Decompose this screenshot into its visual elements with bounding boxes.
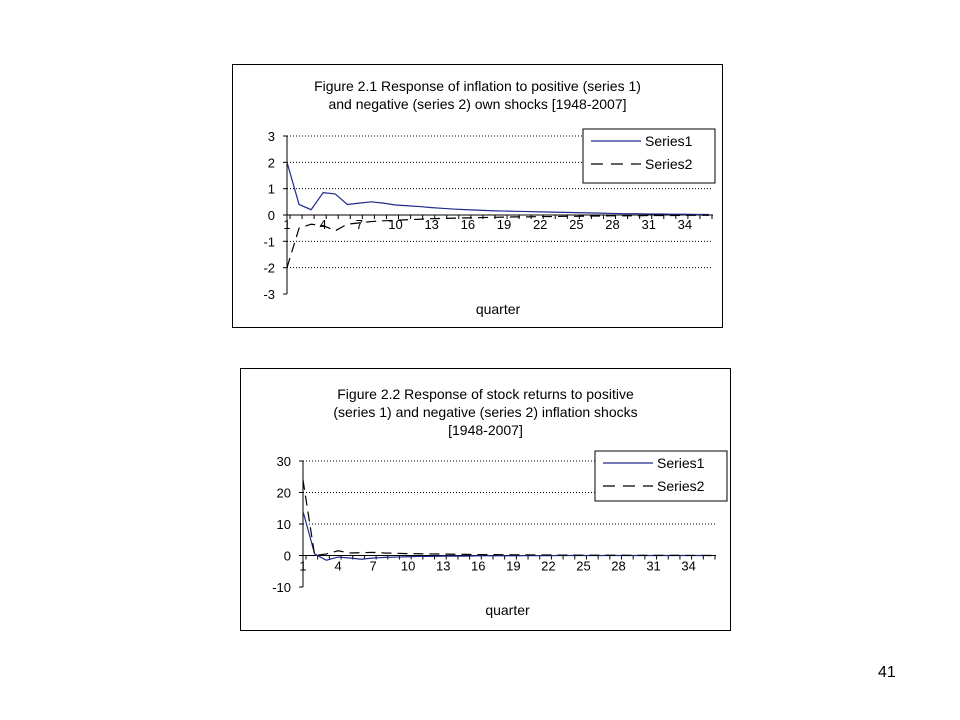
chart-title-line-1: Figure 2.2 Response of stock returns to positive xyxy=(337,386,634,402)
chart-title-line-1: Figure 2.1 Response of inflation to positive (series 1) xyxy=(314,78,641,94)
chart-plot-area xyxy=(241,369,730,630)
chart-title-line-2: (series 1) and negative (series 2) inflation shocks xyxy=(333,404,638,420)
x-tick-label: 7 xyxy=(369,558,377,574)
x-tick-label: 22 xyxy=(541,558,556,574)
chart-figure-2-2 xyxy=(240,368,731,631)
y-tick-label: 1 xyxy=(267,181,275,197)
y-tick-label: 3 xyxy=(267,129,275,144)
x-tick-label: 7 xyxy=(355,217,363,232)
series-line-series1 xyxy=(303,511,712,560)
x-tick-label: 16 xyxy=(471,558,486,574)
chart-plot-area xyxy=(233,65,722,327)
x-tick-label: 16 xyxy=(460,217,476,232)
y-tick-label: -1 xyxy=(263,234,275,250)
chart-title-line-2: and negative (series 2) own shocks [1948-2007] xyxy=(328,96,627,112)
x-tick-label: 13 xyxy=(435,558,451,574)
y-tick-label: -2 xyxy=(263,260,275,276)
legend-label: Series2 xyxy=(645,156,693,172)
x-tick-label: 28 xyxy=(611,558,626,574)
x-tick-label: 4 xyxy=(319,217,327,232)
x-tick-label: 10 xyxy=(388,217,403,232)
x-axis-title: quarter xyxy=(475,301,521,317)
y-tick-label: 30 xyxy=(276,454,291,469)
y-tick-label: -10 xyxy=(272,580,291,595)
x-tick-label: 28 xyxy=(605,217,620,232)
x-tick-label: 13 xyxy=(424,217,439,232)
chart-title-line-3: [1948-2007] xyxy=(448,422,523,438)
y-tick-label: 20 xyxy=(276,485,291,501)
x-tick-label: 31 xyxy=(646,558,661,574)
page-number: 41 xyxy=(878,664,896,681)
x-tick-label: 22 xyxy=(532,217,548,232)
y-tick-label: 0 xyxy=(283,548,291,564)
x-tick-label: 10 xyxy=(400,558,416,574)
y-tick-label: 0 xyxy=(267,208,275,223)
x-tick-label: 34 xyxy=(677,217,693,232)
x-axis-title: quarter xyxy=(485,602,530,618)
y-tick-label: 10 xyxy=(276,517,291,532)
x-tick-label: 4 xyxy=(334,558,342,574)
x-tick-label: 31 xyxy=(641,217,656,232)
legend-label: Series1 xyxy=(645,133,693,149)
y-tick-label: 2 xyxy=(267,155,275,171)
chart-figure-2-1 xyxy=(232,64,723,328)
x-tick-label: 25 xyxy=(576,558,591,574)
x-tick-label: 1 xyxy=(299,558,307,574)
x-tick-label: 19 xyxy=(496,217,512,232)
x-tick-label: 25 xyxy=(569,217,584,232)
x-tick-label: 1 xyxy=(283,217,291,232)
x-tick-label: 34 xyxy=(681,558,696,574)
legend-label: Series2 xyxy=(657,478,705,494)
y-tick-label: -3 xyxy=(263,287,275,302)
x-tick-label: 19 xyxy=(506,558,521,574)
legend-label: Series1 xyxy=(657,455,705,471)
